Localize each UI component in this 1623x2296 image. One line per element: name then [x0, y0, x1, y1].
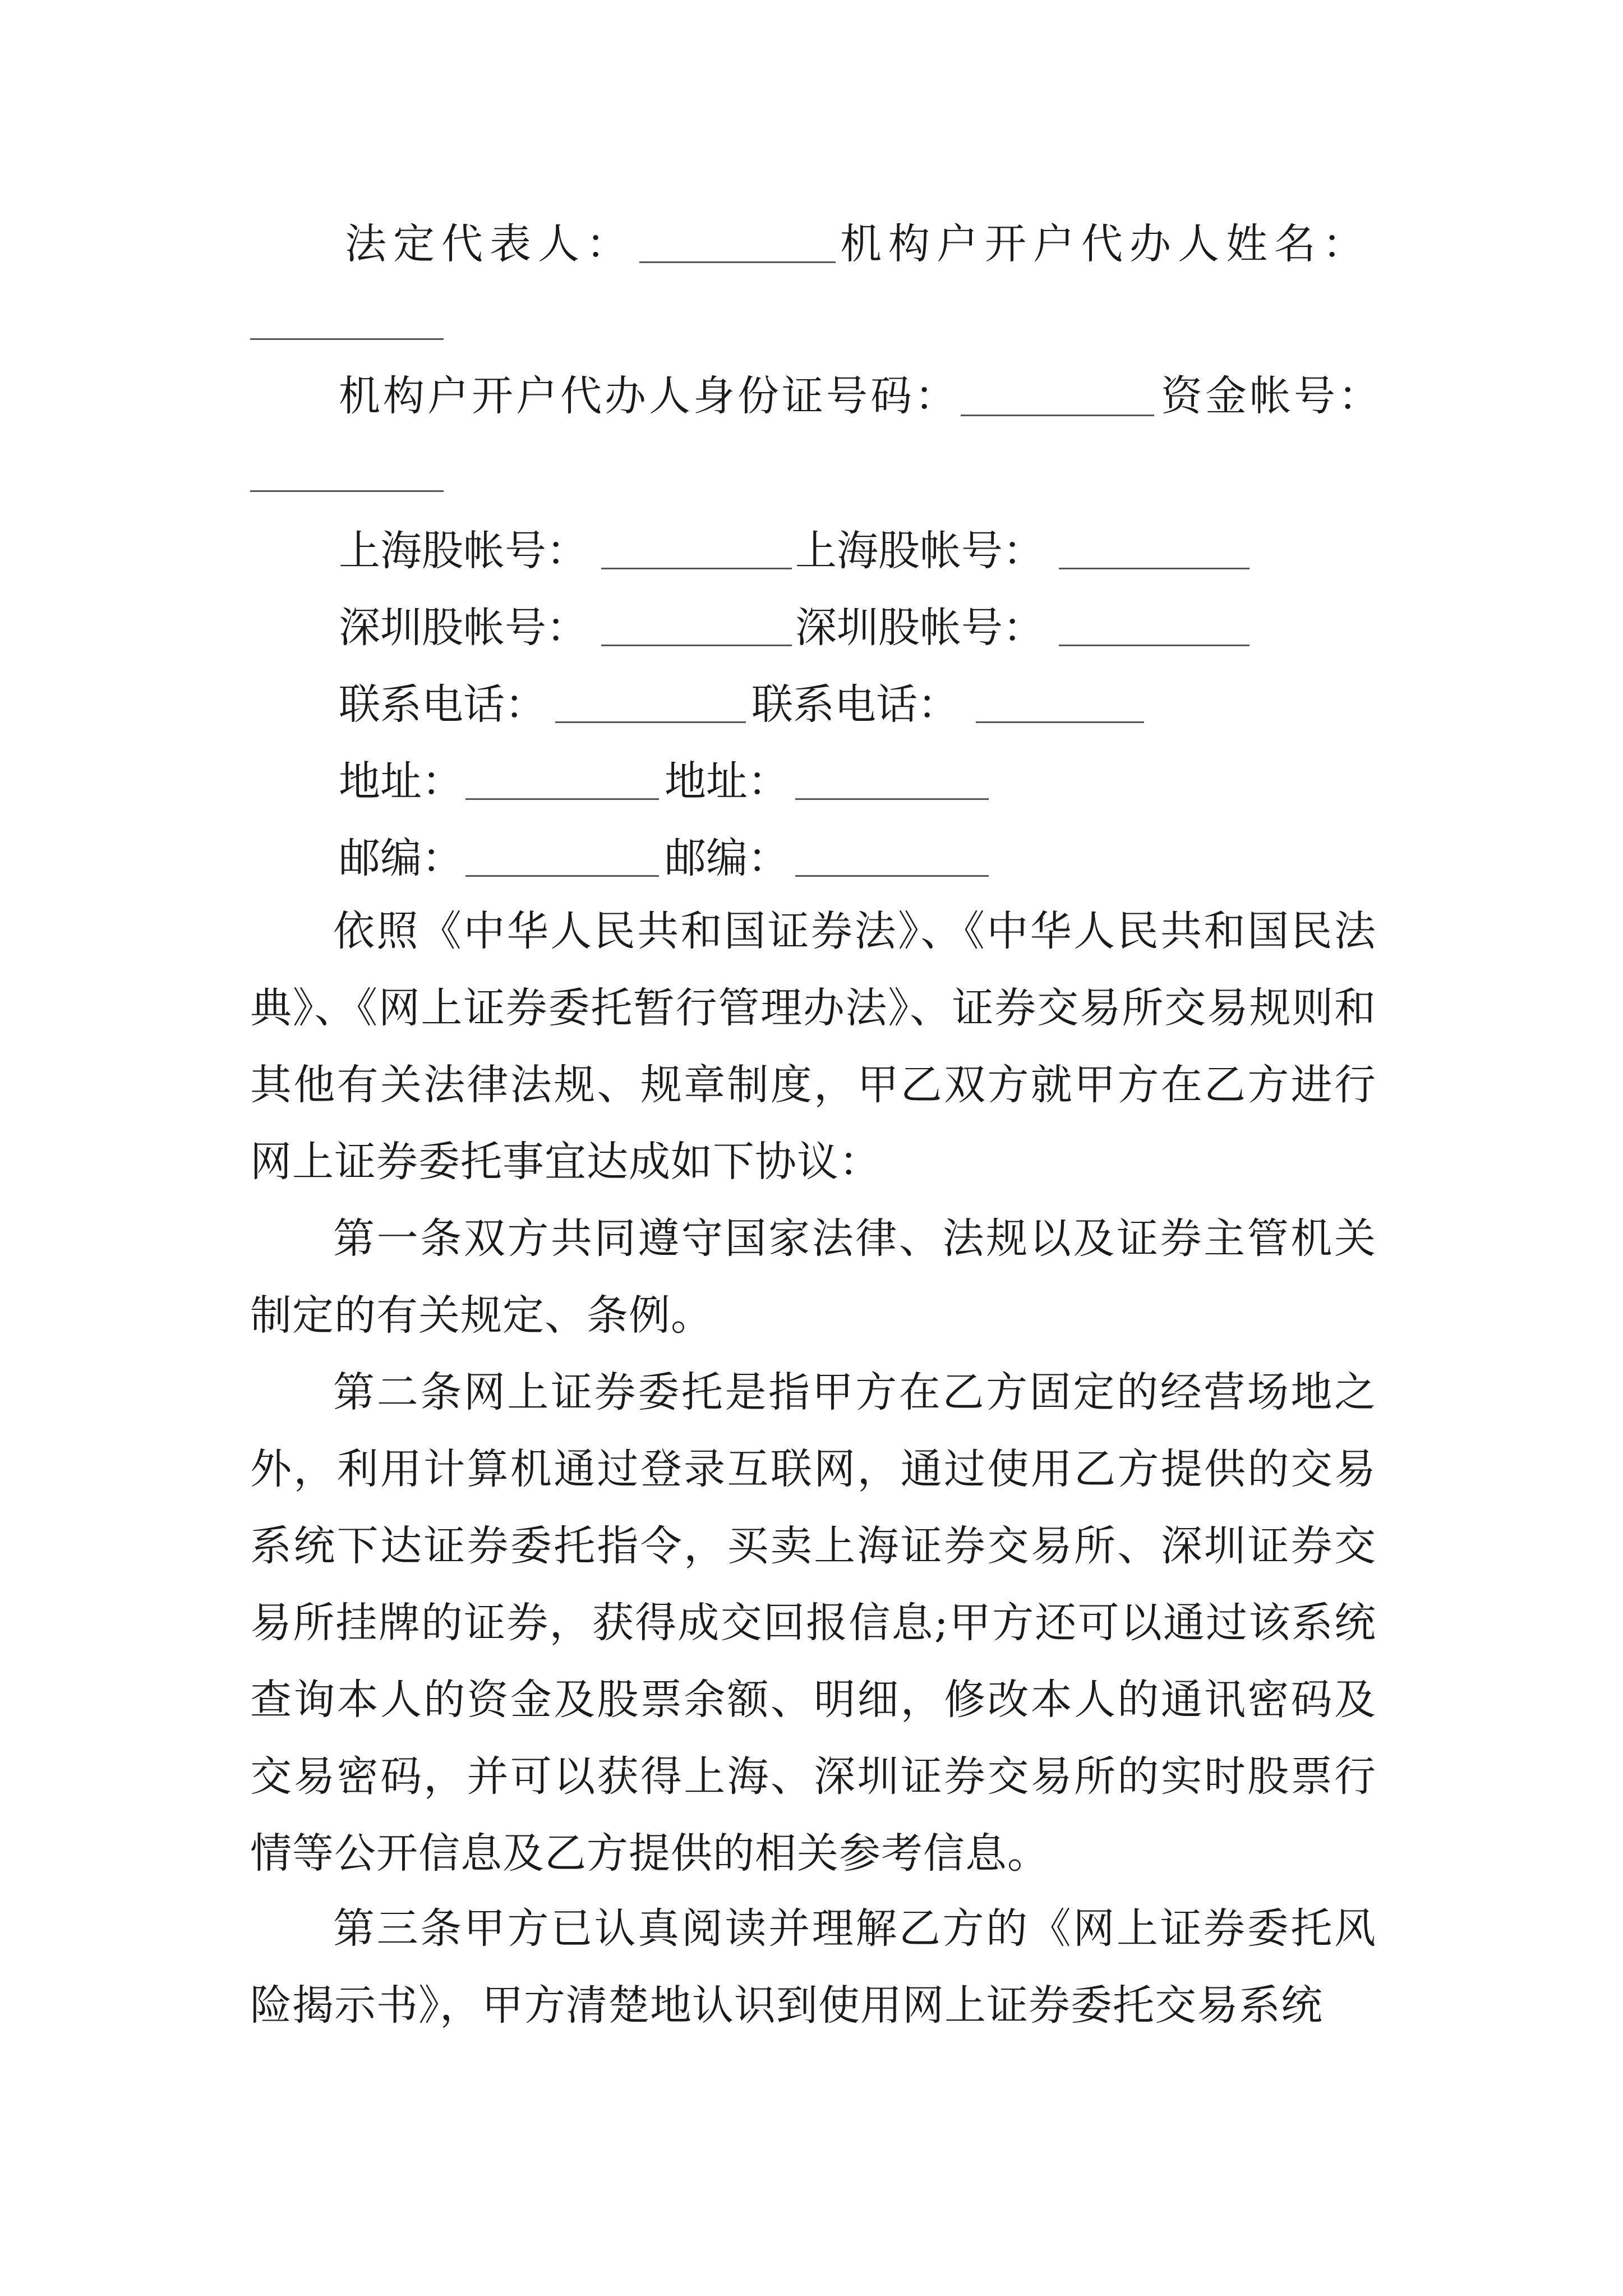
phone-label-a: 联系电话： — [339, 680, 546, 729]
agent-name-blank[interactable] — [250, 338, 444, 340]
article-3-paragraph: 第三条甲方已认真阅读并理解乙方的《网上证券委托风险揭示书》，甲方清楚地认识到使用网上证券委托交易系统 — [250, 1904, 1376, 2030]
agent-name-label: 机构户开户代办人姓名： — [840, 220, 1371, 268]
postcode-blank-a[interactable] — [465, 875, 659, 877]
shanghai-account-blank-b[interactable] — [1059, 568, 1249, 569]
shenzhen-account-label-b: 深圳股帐号： — [795, 604, 1044, 652]
shanghai-account-label-a: 上海股帐号： — [339, 527, 588, 575]
shenzhen-account-blank-a[interactable] — [601, 645, 792, 646]
shenzhen-account-blank-b[interactable] — [1059, 645, 1249, 646]
phone-blank-a[interactable] — [555, 721, 746, 723]
fund-account-label: 资金帐号： — [1161, 372, 1382, 420]
shanghai-account-label-b: 上海股帐号： — [795, 527, 1044, 575]
shenzhen-account-label-a: 深圳股帐号： — [339, 604, 588, 652]
address-blank-a[interactable] — [465, 798, 659, 800]
shanghai-account-blank-a[interactable] — [601, 568, 792, 569]
address-blank-b[interactable] — [795, 798, 989, 800]
postcode-label-b: 邮编： — [665, 834, 789, 882]
agent-id-blank[interactable] — [961, 415, 1154, 416]
agent-id-label: 机构户开户代办人身份证号码： — [339, 372, 959, 420]
phone-blank-b[interactable] — [976, 721, 1144, 723]
article-1-paragraph: 第一条双方共同遵守国家法律、法规以及证券主管机关制定的有关规定、条例。 — [250, 1214, 1376, 1340]
address-label-b: 地址： — [665, 757, 789, 806]
postcode-blank-b[interactable] — [795, 875, 989, 877]
postcode-label-a: 邮编： — [339, 834, 463, 882]
preamble-paragraph: 依照《中华人民共和国证券法》、《中华人民共和国民法典》、《网上证券委托暂行管理办法》、证券交易所交易规则和其他有关法律法规、规章制度，甲乙双方就甲方在乙方进行网上证券委托事宜达成如下协议： — [250, 907, 1376, 1186]
fund-account-blank[interactable] — [250, 490, 444, 492]
legal-rep-label: 法定代表人： — [345, 220, 634, 268]
article-2-paragraph: 第二条网上证券委托是指甲方在乙方固定的经营场地之外，利用计算机通过登录互联网，通过使用乙方提供的交易系统下达证券委托指令，买卖上海证券交易所、深圳证券交易所挂牌的证券，获得成交回报信息;甲方还可以通过该系统查询本人的资金及股票余额、明细，修改本人的通讯密码及交易密码，并可以获得上海、深圳证券交易所的实时股票行情等公开信息及乙方提供的相关参考信息。 — [250, 1368, 1376, 1878]
legal-rep-blank[interactable] — [639, 261, 836, 263]
phone-label-b: 联系电话： — [751, 680, 959, 729]
address-label-a: 地址： — [339, 757, 463, 806]
